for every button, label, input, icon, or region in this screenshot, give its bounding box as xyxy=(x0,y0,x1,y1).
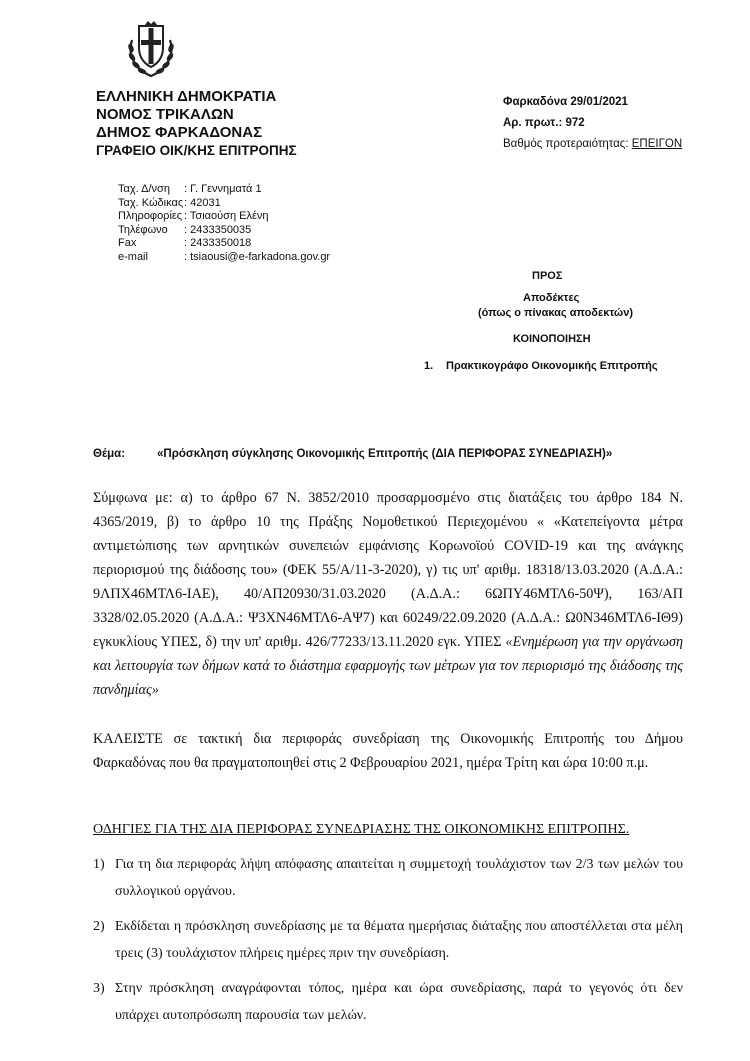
subject-label: Θέμα: xyxy=(93,448,126,460)
priority-value: ΕΠΕΙΓΟΝ xyxy=(631,138,683,150)
instructions-list xyxy=(93,851,683,1037)
contact-value: : 42031 xyxy=(184,196,221,209)
body-paragraph-1 xyxy=(93,486,683,702)
legal-basis-text: Σύμφωνα με: α) το άρθρο 67 Ν. 3852/2010 προσαρμοσμένο στις διατάξεις του άρθρο 184 Ν. 4365/2019, β) το άρθρο 10 της Πράξης Νομοθετικού Περιεχομένου « «Κατεπείγοντα μέτρα αντιμετώπισης των αρνητικών συνεπειών εμφάνισης Κορωνοϊού COVID-19 και της ανάγκης περιορισμού της διάδοσης του» (ΦΕΚ 55/Α/11-3-2020), γ) τις υπ' αριθμ. 18318/13.03.2020 (Α.Δ.Α.: 9ΛΠΧ46ΜΤΛ6-ΙΑΕ), 40/ΑΠ20930/31.03.2020 (Α.Δ.Α.: 6ΩΠΥ46ΜΤΛ6-50Ψ), 163/ΑΠ 3328/02.05.2020 (Α.Δ.Α.: Ψ3ΧΝ46ΜΤΛ6-ΑΨ7) και 60249/22.09.2020 (Α.Δ.Α.: Ω0Ν346ΜΤΛ6-ΙΘ9) εγκυκλίους ΥΠΕΣ, δ) την υπ' αριθμ. 426/77233/13.11.2020 εγκ. ΥΠΕΣ xyxy=(93,490,683,650)
greek-emblem-icon xyxy=(124,18,178,80)
priority-label: Βαθμός προτεραιότητας: xyxy=(503,138,629,150)
contact-row xyxy=(118,224,330,238)
contact-value: : 2433350035 xyxy=(184,223,252,236)
list-item-text: Στην πρόσκληση αναγράφονται τόπος, ημέρα και ώρα συνεδρίασης, παρά το γεγονός ότι δεν υπάρχει αυτοπρόσωπη παρουσία των μελών. xyxy=(115,981,683,1023)
issuer-municipality: ΔΗΜΟΣ ΦΑΡΚΑΔΟΝΑΣ xyxy=(96,124,263,141)
subject-line xyxy=(93,448,612,460)
protocol-number: Αρ. πρωτ.: 972 xyxy=(503,117,585,129)
list-item-text: Εκδίδεται η πρόσκληση συνεδρίασης με τα θέματα ημερήσιας διάταξης που αποστέλλεται στα μέλη τρεις (3) τουλάχιστον πλήρεις ημέρες πριν την συνεδρίαση. xyxy=(115,919,683,961)
cc-item xyxy=(424,360,658,372)
place-date: Φαρκαδόνα 29/01/2021 xyxy=(503,96,628,108)
list-item-number: 3) xyxy=(93,981,105,996)
body-paragraph-2 xyxy=(93,727,683,775)
contact-label: Ταχ. Κώδικας xyxy=(118,196,184,209)
contact-value: : 2433350018 xyxy=(184,237,252,250)
contact-label: Τηλέφωνο xyxy=(118,223,168,236)
contact-row xyxy=(118,251,330,265)
subject-text: «Πρόσκληση σύγκλησης Οικονομικής Επιτροπής (ΔΙΑ ΠΕΡΙΦΟΡΑΣ ΣΥΝΕΔΡΙΑΣΗ)» xyxy=(157,448,613,460)
list-item xyxy=(93,851,683,905)
contact-label: e-mail xyxy=(118,250,148,263)
issuer-country: ΕΛΛΗΝΙΚΗ ΔΗΜΟΚΡΑΤΙΑ xyxy=(96,88,277,105)
instructions-heading: ΟΔΗΓΙΕΣ ΓΙΑ ΤΗΣ ΔΙΑ ΠΕΡΙΦΟΡΑΣ ΣΥΝΕΔΡΙΑΣΗΣ ΤΗΣ ΟΙΚΟΝΟΜΙΚΗΣ ΕΠΙΤΡΟΠΗΣ. xyxy=(93,822,630,837)
contact-label: Fax xyxy=(118,237,137,250)
list-item xyxy=(93,975,683,1029)
document-header-right xyxy=(503,92,682,155)
to-label: ΠΡΟΣ xyxy=(532,270,563,282)
list-item xyxy=(93,913,683,967)
contact-value: : Τσιαούση Ελένη xyxy=(184,210,269,223)
cc-item-text: Πρακτικογράφο Οικονομικής Επιτροπής xyxy=(446,360,658,372)
contact-value: : Γ. Γεννηματά 1 xyxy=(184,183,262,195)
list-item-number: 2) xyxy=(93,919,105,934)
contact-row xyxy=(118,183,330,197)
cc-item-number: 1. xyxy=(424,360,434,372)
list-item-number: 1) xyxy=(93,857,105,872)
list-item-text: Για τη δια περιφοράς λήψη απόφασης απαιτείται η συμμετοχή τουλάχιστον των 2/3 των μελών του συλλογικού οργάνου. xyxy=(115,857,683,899)
issuer-prefecture: ΝΟΜΟΣ ΤΡΙΚΑΛΩΝ xyxy=(96,106,234,123)
legal-basis-italic: «Ενημέρωση για την οργάνωση και λειτουργία των δήμων κατά το διάστημα εφαρμογής των μέτρων για τον περιορισμό της διάδοσης της πανδημίας» xyxy=(93,634,684,698)
contact-row xyxy=(118,237,330,251)
contact-email: : tsiaousi@e-farkadona.gov.gr xyxy=(184,250,331,263)
to-recipients-note: (όπως ο πίνακας αποδεκτών) xyxy=(478,307,633,319)
contact-label: Πληροφορίες xyxy=(118,210,183,223)
contact-row xyxy=(118,210,330,224)
contact-details xyxy=(118,183,330,265)
issuer-office: ΓΡΑΦΕΙΟ ΟΙΚ/ΚΗΣ ΕΠΙΤΡΟΠΗΣ xyxy=(96,143,297,158)
issuer-block xyxy=(96,88,297,160)
priority-line xyxy=(503,134,682,155)
contact-label: Ταχ. Δ/νση xyxy=(118,183,170,195)
invitation-text: ΚΑΛΕΙΣΤΕ σε τακτική δια περιφοράς συνεδρίαση της Οικονομικής Επιτροπής του Δήμου Φαρκαδόνας που θα πραγματοποιηθεί στις 2 Φεβρουαρίου 2021, ημέρα Τρίτη και ώρα 10:00 π.μ. xyxy=(93,731,683,771)
contact-row xyxy=(118,197,330,211)
cc-label: ΚΟΙΝΟΠΟΙΗΣΗ xyxy=(513,333,591,345)
to-recipients: Αποδέκτες xyxy=(523,292,580,304)
